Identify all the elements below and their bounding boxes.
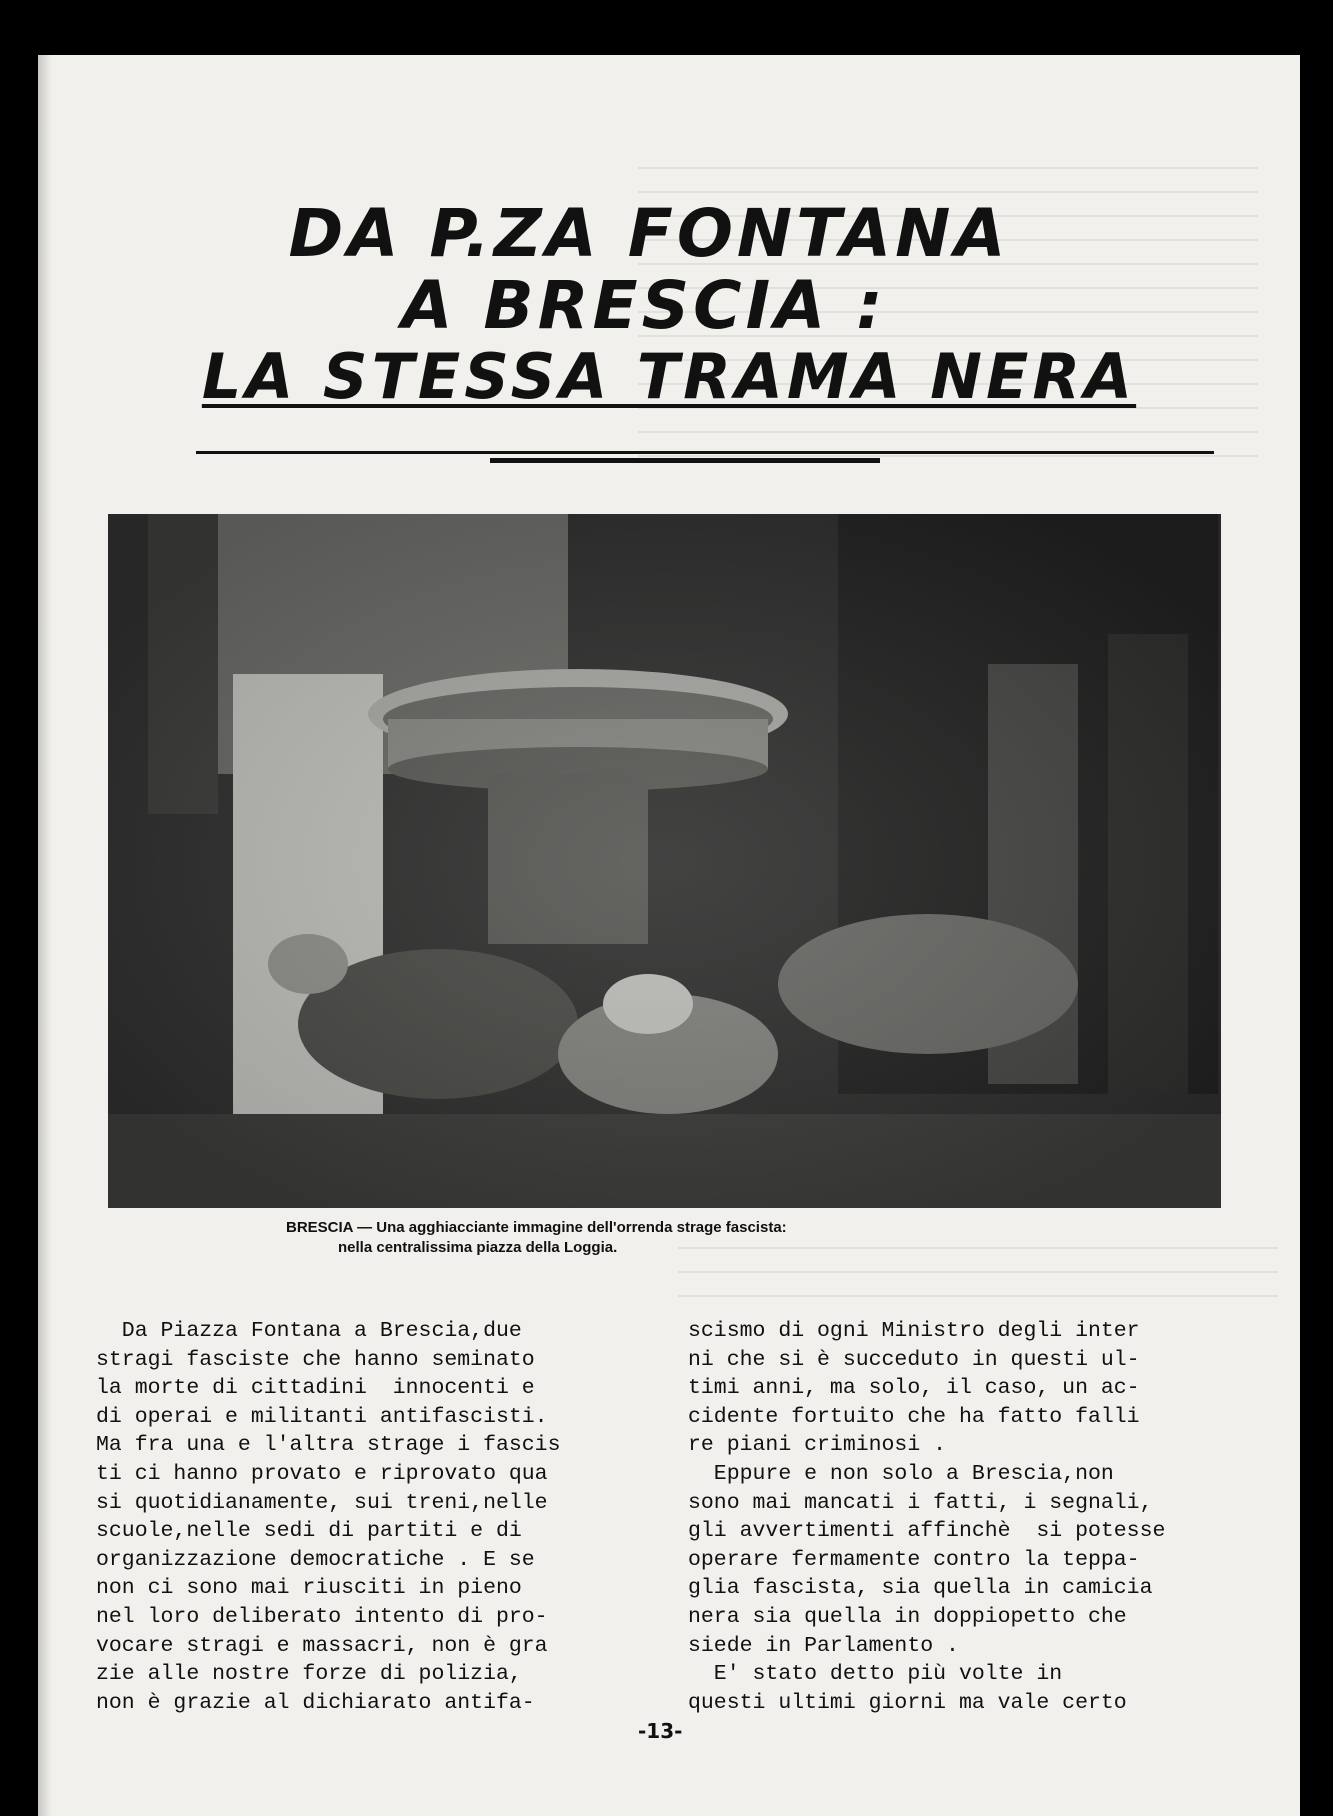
text-line: si quotidianamente, sui treni,nelle: [96, 1490, 548, 1515]
photo-fountain-massacre-icon: [108, 514, 1221, 1208]
text-line: sono mai mancati i fatti, i segnali,: [688, 1490, 1153, 1515]
text-line: vocare stragi e massacri, non è gra: [96, 1633, 548, 1658]
text-line: organizzazione democratiche . E se: [96, 1547, 535, 1572]
text-line: nera sia quella in doppiopetto che: [688, 1604, 1127, 1629]
headline-rule-short: [490, 458, 880, 463]
article-column-right: [688, 1317, 1165, 1717]
text-line: Da Piazza Fontana a Brescia,due: [96, 1319, 522, 1343]
text-line: scuole,nelle sedi di partiti e di: [96, 1519, 522, 1544]
text-line: E' stato detto più volte in: [688, 1662, 1063, 1687]
text-line: cidente fortuito che ha fatto falli: [688, 1404, 1140, 1429]
text-line: di operai e militanti antifascisti.: [96, 1404, 548, 1429]
text-line: siede in Parlamento .: [688, 1633, 959, 1658]
text-line: glia fascista, sia quella in camicia: [688, 1576, 1153, 1601]
text-line: Ma fra una e l'altra strage i fascis: [96, 1433, 561, 1458]
text-line: ti ci hanno provato e riprovato qua: [96, 1461, 548, 1486]
caption-line-2: nella centralissima piazza della Loggia.: [338, 1239, 618, 1256]
text-line: nel loro deliberato intento di pro-: [96, 1604, 548, 1629]
text-line: scismo di ogni Ministro degli inter: [688, 1319, 1140, 1343]
headline-line-1: DA P.ZA FONTANA: [288, 195, 1010, 272]
text-line: re piani criminosi .: [688, 1433, 947, 1458]
news-photo: [108, 514, 1221, 1208]
text-line: non è grazie al dichiarato antifa-: [96, 1690, 535, 1715]
text-line: la morte di cittadini innocenti e: [96, 1376, 535, 1401]
text-line: zie alle nostre forze di polizia,: [96, 1662, 522, 1687]
text-line: non ci sono mai riusciti in pieno: [96, 1576, 522, 1601]
headline-line-2: A BRESCIA :: [401, 267, 887, 344]
page-number: -13-: [638, 1719, 683, 1743]
text-line: questi ultimi giorni ma vale certo: [688, 1690, 1127, 1715]
text-line: Eppure e non solo a Brescia,non: [688, 1461, 1114, 1486]
headline-rule-long: [196, 451, 1214, 454]
text-line: operare fermamente contro la teppa-: [688, 1547, 1140, 1572]
text-line: timi anni, ma solo, il caso, un ac-: [688, 1376, 1140, 1401]
text-line: gli avvertimenti affinchè si potesse: [688, 1519, 1166, 1544]
document-page: [38, 55, 1300, 1816]
caption-line-1: BRESCIA — Una agghiacciante immagine dell'orrenda strage fascista:: [286, 1219, 787, 1236]
article-column-left: [96, 1317, 560, 1717]
text-line: ni che si è succeduto in questi ul-: [688, 1347, 1140, 1372]
headline-line-3: LA STESSA TRAMA NERA: [201, 340, 1137, 413]
photo-caption: [38, 1218, 1300, 1258]
text-line: stragi fasciste che hanno seminato: [96, 1347, 535, 1372]
